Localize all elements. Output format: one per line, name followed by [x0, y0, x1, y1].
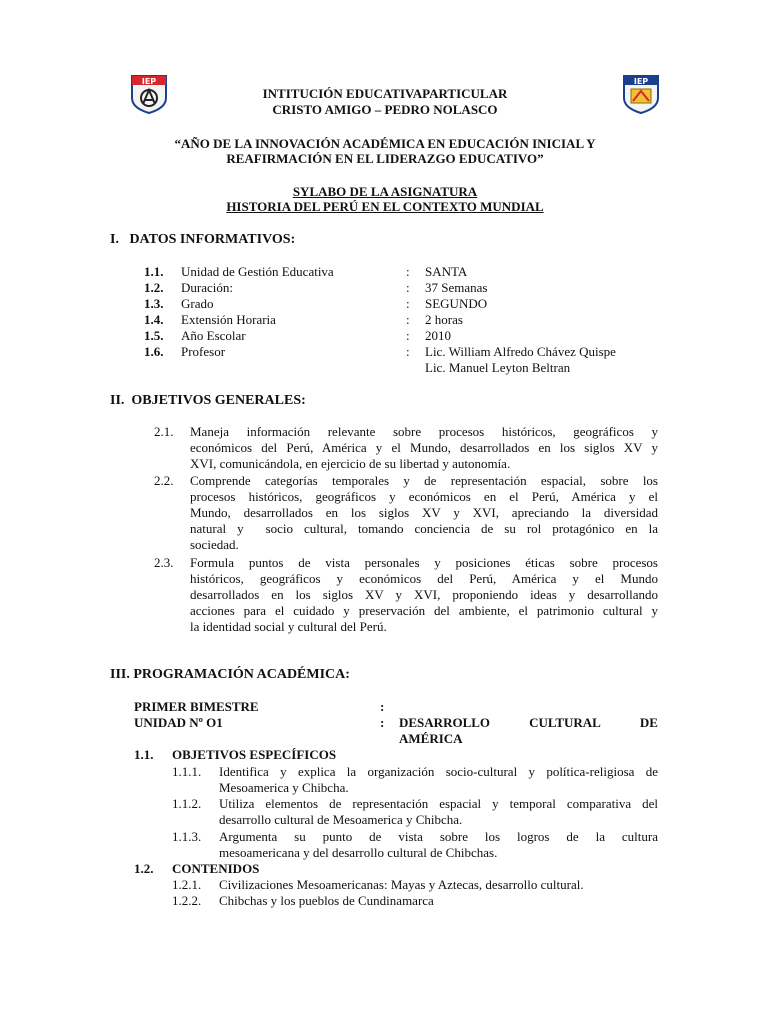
sylabo-title-line2: HISTORIA DEL PERÚ EN EL CONTEXTO MUNDIAL	[226, 199, 544, 214]
datos-row-value: 37 Semanas	[425, 280, 488, 295]
year-motto-line2: REAFIRMACIÓN EN EL LIDERAZGO EDUCATIVO”	[226, 151, 544, 166]
school-logo-right	[622, 74, 660, 114]
datos-row-colon: :	[406, 312, 410, 327]
datos-row-label: Año Escolar	[181, 328, 246, 343]
objetivo-line: Comprende categorías temporales y de representación espacial, sobre los	[190, 473, 658, 488]
datos-row-value: 2 horas	[425, 312, 463, 327]
section3-heading: III. PROGRAMACIÓN ACADÉMICA:	[110, 667, 350, 682]
year-motto-line1: “AÑO DE LA INNOVACIÓN ACADÉMICA EN EDUCACIÓN INICIAL Y	[174, 136, 596, 151]
contenidos-title: CONTENIDOS	[172, 861, 260, 876]
objetivo-especifico-line: Utiliza elementos de representación espacial y temporal comparativa del	[219, 796, 658, 811]
datos-row-number: 1.2.	[144, 280, 164, 295]
unidad-title-word: CULTURAL	[529, 715, 601, 730]
unidad-colon: :	[380, 715, 385, 730]
objetivo-line: históricos, geográficos y económicos del Perú, América y el Mundo	[190, 571, 658, 586]
datos-row-label: Duración:	[181, 280, 233, 295]
datos-row-label: Profesor	[181, 344, 226, 359]
contenido-number: 1.2.1.	[172, 877, 202, 892]
datos-row-colon: :	[406, 344, 410, 359]
profesor-second-name: Lic. Manuel Leyton Beltran	[425, 360, 571, 375]
datos-row-value: SEGUNDO	[425, 296, 488, 311]
datos-row-number: 1.1.	[144, 264, 164, 279]
datos-row-colon: :	[406, 296, 410, 311]
datos-row-number: 1.6.	[144, 344, 164, 359]
datos-row-value: 2010	[425, 328, 451, 343]
objetivo-line: XVI, comunicándola, en ejercicio de su libertad y autonomía.	[190, 456, 511, 471]
objetivo-line: económicos del Perú, América y el Mundo, desarrollados en los siglos XV y	[190, 440, 658, 455]
bimestre-colon: :	[380, 699, 385, 714]
objetivo-especifico-line: Argumenta su punto de vista sobre los logros de la cultura	[219, 829, 658, 844]
datos-row-label: Unidad de Gestión Educativa	[181, 264, 334, 279]
contenido-text: Civilizaciones Mesoamericanas: Mayas y Aztecas, desarrollo cultural.	[219, 877, 584, 892]
datos-row-value: Lic. William Alfredo Chávez Quispe	[425, 344, 616, 359]
datos-row-label: Extensión Horaria	[181, 312, 276, 327]
objetivo-line: procesos históricos, geográficos y económicos en el Perú, América y el	[190, 489, 658, 504]
objetivo-especifico-number: 1.1.1.	[172, 764, 202, 779]
objetivos-especificos-title: OBJETIVOS ESPECÍFICOS	[172, 747, 337, 762]
objetivo-number: 2.1.	[154, 424, 174, 439]
school-name-line1: INTITUCIÓN EDUCATIVAPARTICULAR	[262, 86, 508, 101]
contenido-text: Chibchas y los pueblos de Cundinamarca	[219, 893, 434, 908]
objetivo-line: acciones para el cuidado y preservación del ambiente, el patrimonio cultural y	[190, 603, 658, 618]
objetivo-especifico-line: Identifica y explica la organización socio-cultural y política-religiosa de	[219, 764, 658, 779]
datos-row-value: SANTA	[425, 264, 468, 279]
objetivo-especifico-line: desarrollo cultural de Mesoamerica y Chibcha.	[219, 812, 463, 827]
objetivo-line: desarrollados en los siglos XV y XVI, proponiendo ideas y desarrollando	[190, 587, 658, 602]
unidad-title-word: DE	[639, 715, 658, 730]
unidad-label: UNIDAD Nº O1	[134, 715, 223, 730]
datos-row-colon: :	[406, 280, 410, 295]
contenidos-number: 1.2.	[134, 861, 154, 876]
datos-row-label: Grado	[181, 296, 214, 311]
sylabo-title-line1: SYLABO DE LA ASIGNATURA	[292, 184, 478, 199]
objetivo-especifico-number: 1.1.2.	[172, 796, 202, 811]
objetivo-line: Formula puntos de vista personales y posiciones éticas sobre procesos	[190, 555, 658, 570]
objetivos-especificos-number: 1.1.	[134, 747, 154, 762]
objetivo-line: sociedad.	[190, 537, 239, 552]
objetivo-line: la identidad social y cultural del Perú.	[190, 619, 387, 634]
unidad-title-word: DESARROLLO	[399, 715, 491, 730]
datos-row-number: 1.3.	[144, 296, 164, 311]
logo-right-text: IEP	[633, 77, 649, 86]
objetivo-especifico-line: Mesoamerica y Chibcha.	[219, 780, 349, 795]
bimestre-label: PRIMER BIMESTRE	[134, 699, 259, 714]
datos-row-number: 1.4.	[144, 312, 164, 327]
objetivo-line: Maneja información relevante sobre procesos históricos, geográficos y	[190, 424, 658, 439]
objetivo-number: 2.2.	[154, 473, 174, 488]
objetivo-line: natural y socio cultural, tomando conciencia de su rol protagónico en la	[190, 521, 658, 536]
section1-heading: I. DATOS INFORMATIVOS:	[110, 232, 296, 247]
datos-row-number: 1.5.	[144, 328, 164, 343]
contenido-number: 1.2.2.	[172, 893, 202, 908]
school-name-line2: CRISTO AMIGO – PEDRO NOLASCO	[272, 102, 498, 117]
datos-row-colon: :	[406, 328, 410, 343]
objetivo-especifico-line: mesoamericana y del desarrollo cultural de Chibchas.	[219, 845, 498, 860]
section2-heading: II. OBJETIVOS GENERALES:	[110, 393, 306, 408]
datos-row-colon: :	[406, 264, 410, 279]
unidad-title-line2: AMÉRICA	[399, 731, 463, 746]
unidad-title	[399, 715, 658, 731]
objetivo-especifico-number: 1.1.3.	[172, 829, 202, 844]
objetivo-number: 2.3.	[154, 555, 174, 570]
logo-left-text: IEP	[141, 77, 157, 86]
objetivo-line: Mundo, desarrollados en los siglos XV y XVI, apreciando la diversidad	[190, 505, 658, 520]
